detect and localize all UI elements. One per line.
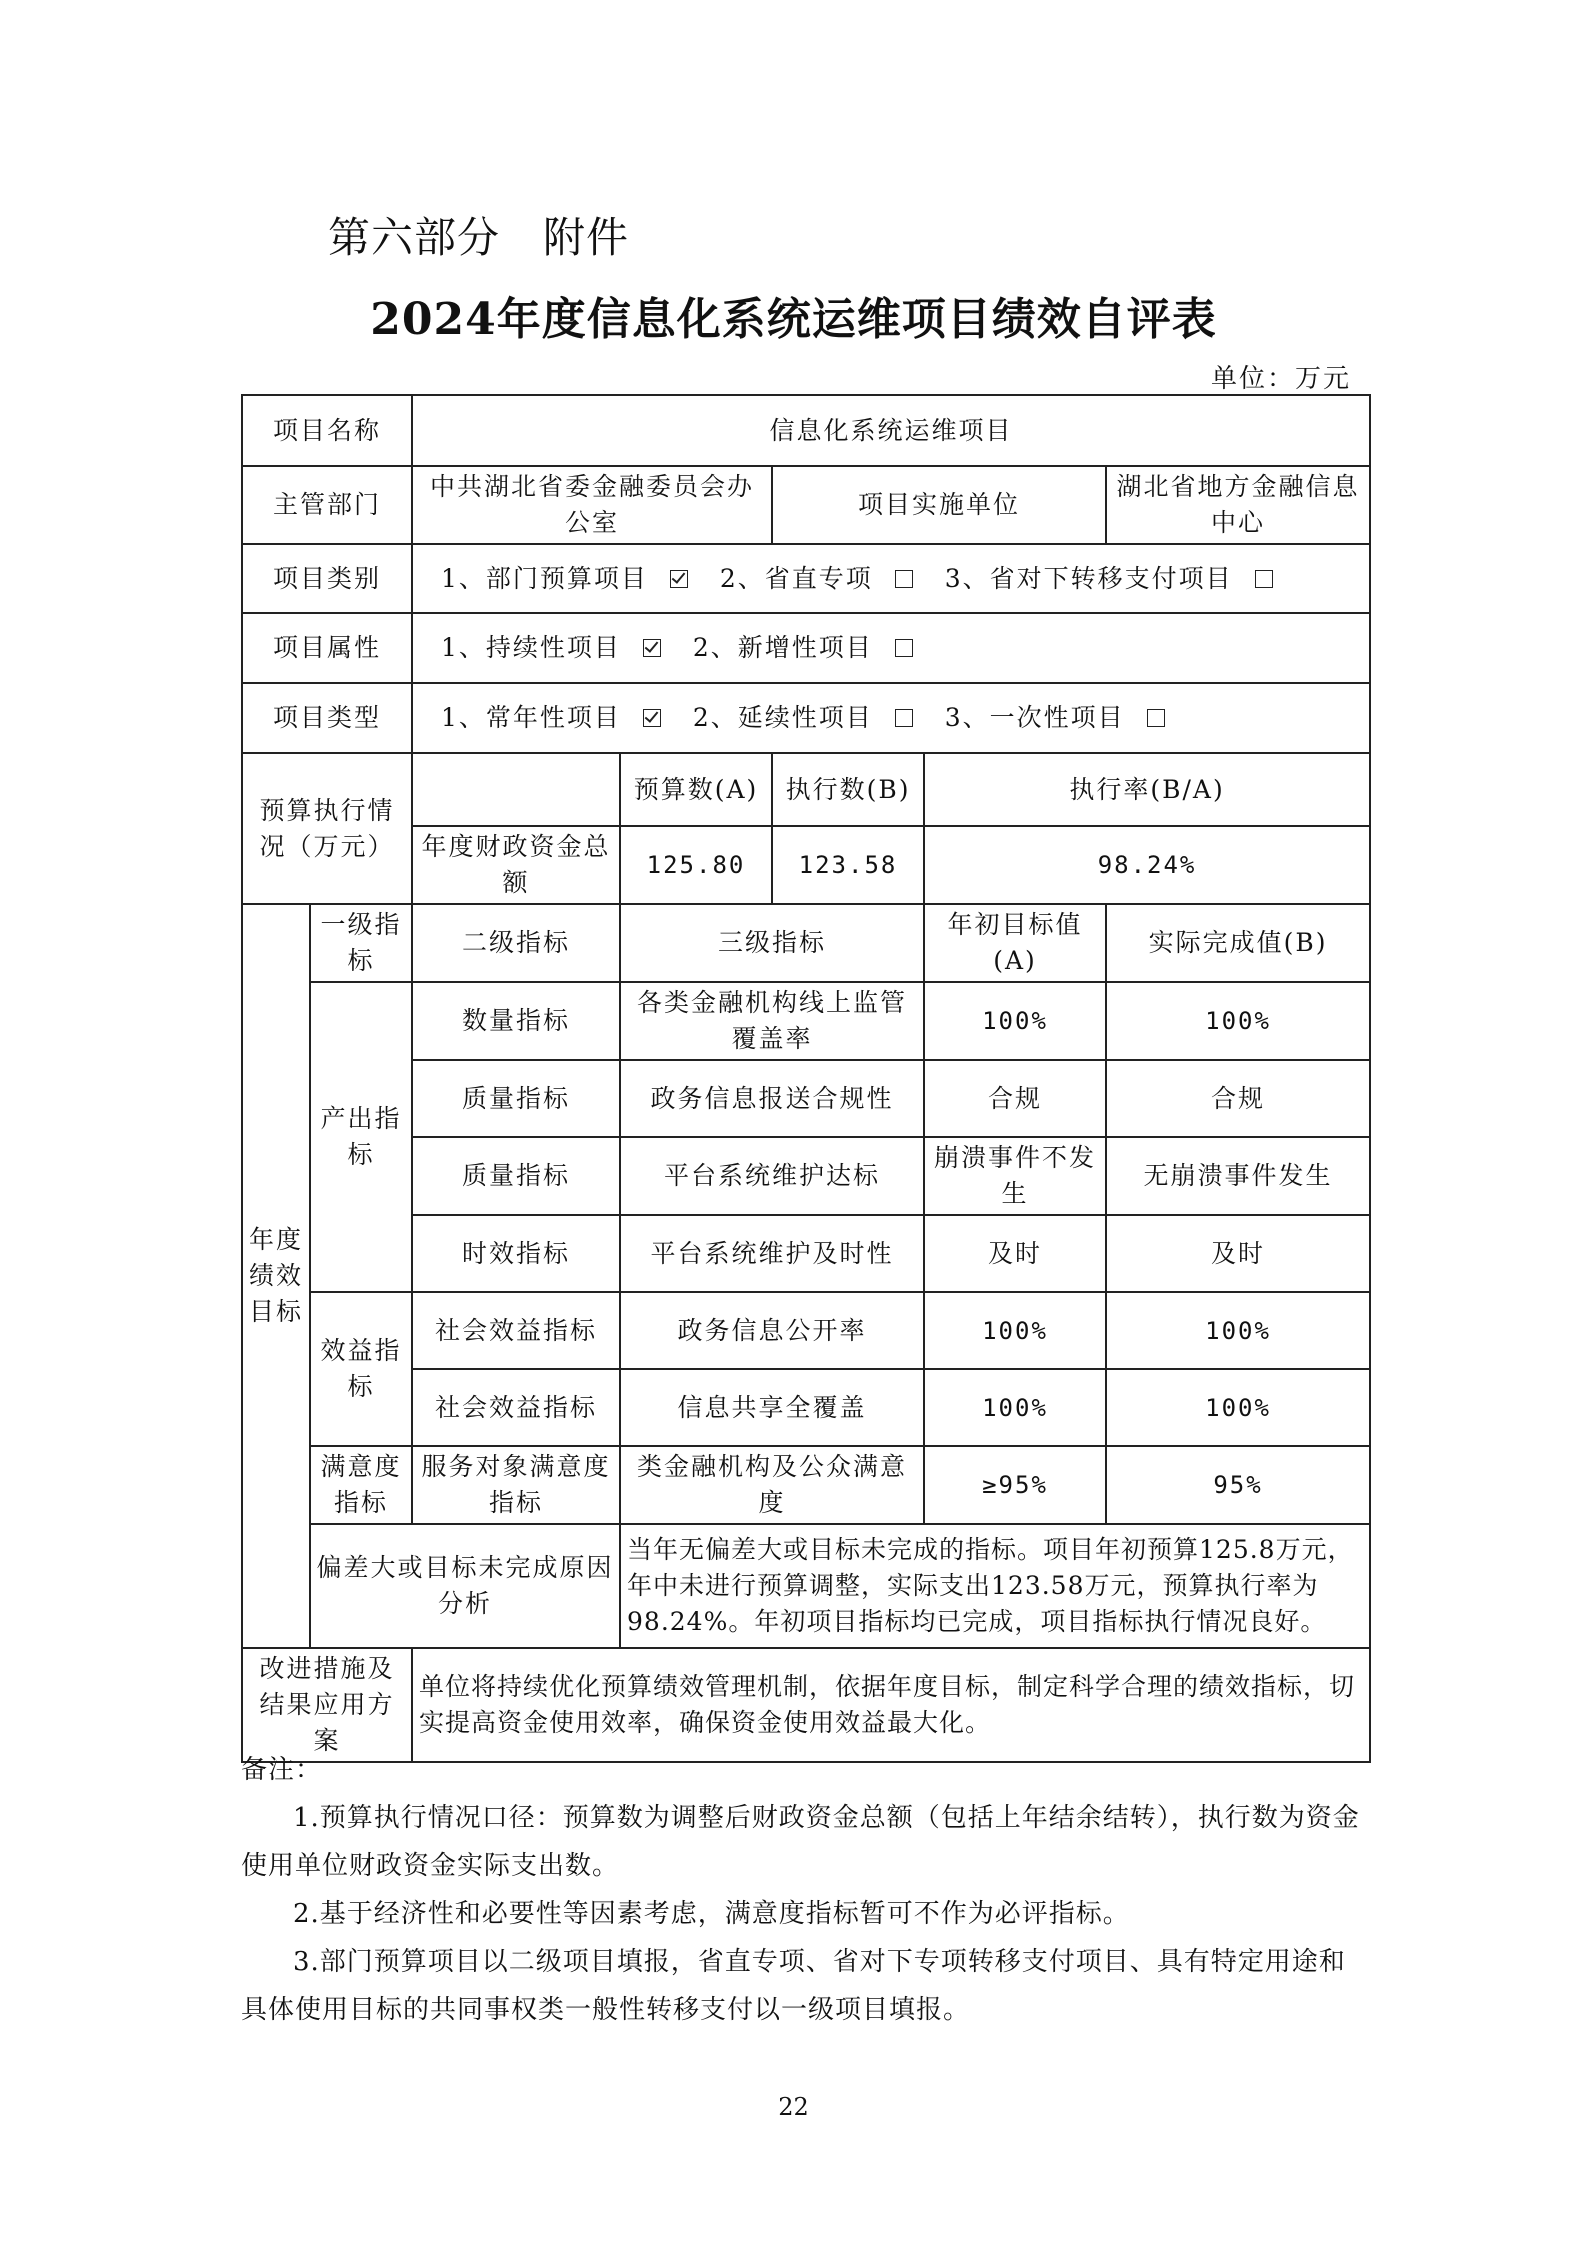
project-name-value: 信息化系统运维项目	[412, 395, 1370, 466]
level2-cell: 质量指标	[412, 1060, 620, 1137]
level3-cell: 政务信息公开率	[620, 1292, 924, 1369]
category-label: 项目类别	[242, 544, 412, 613]
notes	[241, 1746, 1369, 2034]
checked-box-icon	[643, 639, 661, 657]
category-option-1: 1、部门预算项目	[441, 561, 688, 597]
level2-cell: 质量指标	[412, 1137, 620, 1215]
table-row	[242, 1060, 1370, 1137]
empty-box-icon	[895, 709, 913, 727]
row-project-type	[242, 683, 1370, 753]
deviation-text: 当年无偏差大或目标未完成的指标。项目年初预算125.8万元，年中未进行预算调整，实际支出123.58万元，预算执行率为98.24%。年初项目指标均已完成，项目指标执行情况良好。	[620, 1524, 1370, 1648]
attribute-label: 项目属性	[242, 613, 412, 683]
table-row	[242, 982, 1370, 1060]
actual-cell: 100%	[1106, 982, 1370, 1060]
attribute-option-1: 1、持续性项目	[441, 630, 661, 666]
attribute-options	[412, 613, 1370, 683]
project-name-label: 项目名称	[242, 395, 412, 466]
target-cell: 及时	[924, 1215, 1106, 1292]
impl-unit-label: 项目实施单位	[772, 466, 1106, 544]
row-budget-values	[242, 826, 1370, 904]
budget-blank-cell	[412, 753, 620, 826]
actual-cell: 95%	[1106, 1446, 1370, 1524]
actual-cell: 合规	[1106, 1060, 1370, 1137]
level3-cell: 类金融机构及公众满意度	[620, 1446, 924, 1524]
table-row	[242, 1292, 1370, 1369]
head-level1: 一级指标	[310, 904, 412, 982]
table-row	[242, 1446, 1370, 1524]
level3-cell: 政务信息报送合规性	[620, 1060, 924, 1137]
actual-cell: 无崩溃事件发生	[1106, 1137, 1370, 1215]
empty-box-icon	[895, 639, 913, 657]
attribute-option-2: 2、新增性项目	[693, 630, 913, 666]
level3-cell: 各类金融机构线上监管覆盖率	[620, 982, 924, 1060]
type-option-3: 3、一次性项目	[945, 700, 1165, 736]
empty-box-icon	[1147, 709, 1165, 727]
level3-cell: 信息共享全覆盖	[620, 1369, 924, 1446]
impl-unit-value: 湖北省地方金融信息中心	[1106, 466, 1370, 544]
target-cell: ≥95%	[924, 1446, 1106, 1524]
level2-cell: 数量指标	[412, 982, 620, 1060]
note-item: 3.部门预算项目以二级项目填报，省直专项、省对下专项转移支付项目、具有特定用途和具体使用目标的共同事权类一般性转移支付以一级项目填报。	[241, 1947, 1346, 2025]
level2-cell: 社会效益指标	[412, 1369, 620, 1446]
rate-value: 98.24%	[924, 826, 1370, 904]
checked-box-icon	[670, 570, 688, 588]
project-type-options	[412, 683, 1370, 753]
row-department	[242, 466, 1370, 544]
budget-col-exec: 执行数(B)	[772, 753, 924, 826]
target-cell: 100%	[924, 1369, 1106, 1446]
category-options	[412, 544, 1370, 613]
improvement-label: 改进措施及结果应用方案	[242, 1648, 412, 1762]
target-cell: 崩溃事件不发生	[924, 1137, 1106, 1215]
actual-cell: 及时	[1106, 1215, 1370, 1292]
unit-label: 单位：万元	[1210, 364, 1351, 394]
type-option-2: 2、延续性项目	[693, 700, 913, 736]
budget-label: 预算执行情况（万元）	[242, 753, 412, 904]
page-title: 2024年度信息化系统运维项目绩效自评表	[370, 294, 1217, 345]
group-satisfaction: 满意度指标	[310, 1446, 412, 1524]
row-project-name	[242, 395, 1370, 466]
row-attribute	[242, 613, 1370, 683]
table-row	[242, 1137, 1370, 1215]
category-option-2: 2、省直专项	[720, 561, 913, 597]
budget-value: 125.80	[620, 826, 772, 904]
row-deviation	[242, 1524, 1370, 1648]
checked-box-icon	[643, 709, 661, 727]
improvement-text: 单位将持续优化预算绩效管理机制，依据年度目标，制定科学合理的绩效指标，切实提高资金使用效率，确保资金使用效益最大化。	[412, 1648, 1370, 1762]
department-label: 主管部门	[242, 466, 412, 544]
performance-table	[241, 394, 1371, 1763]
actual-cell: 100%	[1106, 1292, 1370, 1369]
row-budget-header	[242, 753, 1370, 826]
level3-cell: 平台系统维护达标	[620, 1137, 924, 1215]
level2-cell: 时效指标	[412, 1215, 620, 1292]
table-row	[242, 1215, 1370, 1292]
section-title: 第六部分 附件	[328, 213, 630, 262]
head-level3: 三级指标	[620, 904, 924, 982]
category-option-3: 3、省对下转移支付项目	[945, 561, 1273, 597]
row-improvement	[242, 1648, 1370, 1762]
group-output: 产出指标	[310, 982, 412, 1292]
target-cell: 100%	[924, 1292, 1106, 1369]
exec-value: 123.58	[772, 826, 924, 904]
level3-cell: 平台系统维护及时性	[620, 1215, 924, 1292]
row-indicator-header	[242, 904, 1370, 982]
budget-col-rate: 执行率(B/A)	[924, 753, 1370, 826]
head-target: 年初目标值(A)	[924, 904, 1106, 982]
head-level2: 二级指标	[412, 904, 620, 982]
level2-cell: 服务对象满意度指标	[412, 1446, 620, 1524]
department-value: 中共湖北省委金融委员会办公室	[412, 466, 772, 544]
project-type-label: 项目类型	[242, 683, 412, 753]
type-option-1: 1、常年性项目	[441, 700, 661, 736]
head-actual: 实际完成值(B)	[1106, 904, 1370, 982]
budget-col-budget: 预算数(A)	[620, 753, 772, 826]
page-number: 22	[778, 2093, 809, 2121]
table-row	[242, 1369, 1370, 1446]
actual-cell: 100%	[1106, 1369, 1370, 1446]
notes-head: 备注：	[241, 1755, 323, 1785]
budget-row-label: 年度财政资金总额	[412, 826, 620, 904]
note-item: 2.基于经济性和必要性等因素考虑，满意度指标暂可不作为必评指标。	[293, 1899, 1130, 1929]
target-cell: 100%	[924, 982, 1106, 1060]
annual-goal-label: 年度绩效目标	[242, 904, 310, 1648]
row-category	[242, 544, 1370, 613]
note-item: 1.预算执行情况口径：预算数为调整后财政资金总额（包括上年结余结转），执行数为资金使用单位财政资金实际支出数。	[241, 1803, 1360, 1881]
level2-cell: 社会效益指标	[412, 1292, 620, 1369]
target-cell: 合规	[924, 1060, 1106, 1137]
deviation-label: 偏差大或目标未完成原因分析	[310, 1524, 620, 1648]
empty-box-icon	[895, 570, 913, 588]
group-benefit: 效益指标	[310, 1292, 412, 1446]
empty-box-icon	[1255, 570, 1273, 588]
